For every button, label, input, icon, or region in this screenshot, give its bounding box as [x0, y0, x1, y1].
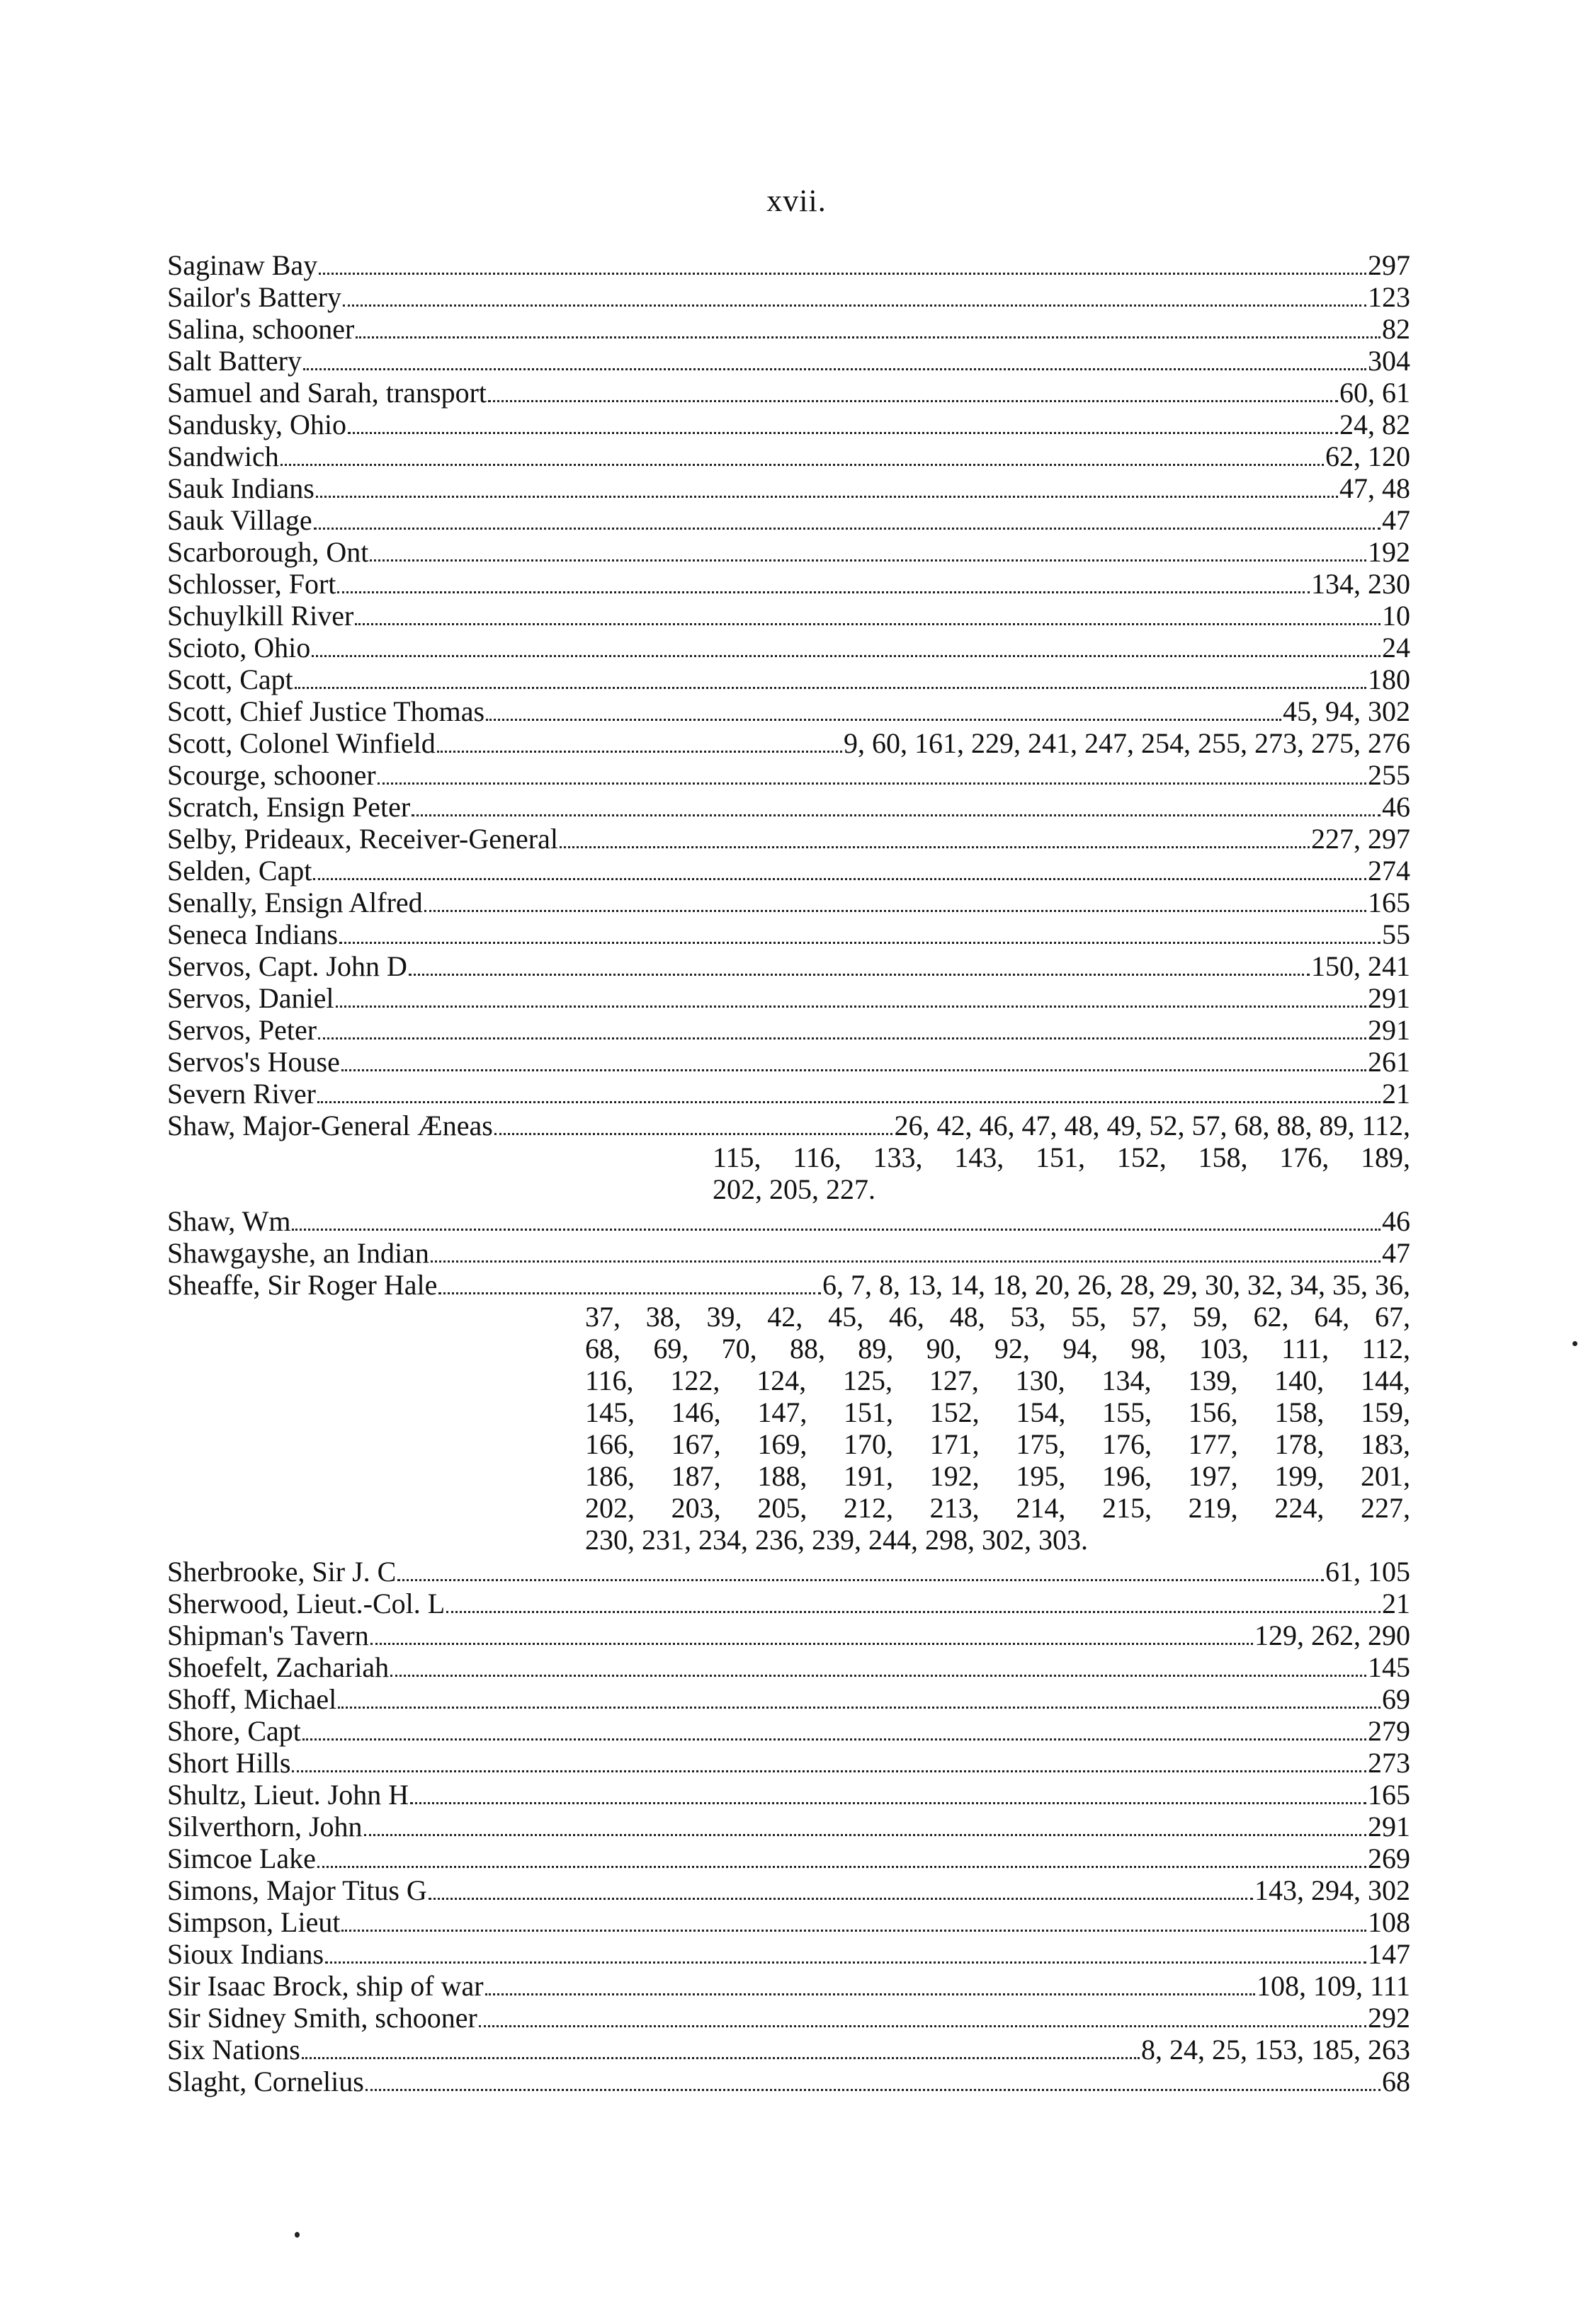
- dot-leader: [378, 782, 1366, 785]
- index-term: Selby, Prideaux, Receiver-General: [167, 823, 558, 855]
- index-entry-line: [167, 727, 1410, 759]
- index-term: Sherbrooke, Sir J. C: [167, 1556, 397, 1588]
- page-references-continued: 230, 231, 234, 236, 239, 244, 298, 302, 303.: [585, 1524, 1088, 1556]
- index-entry-line: [167, 663, 1410, 695]
- index-entry: [167, 249, 1410, 281]
- index-entry-line: [167, 1651, 1410, 1683]
- index-entry: [167, 1683, 1410, 1715]
- page-references-continued: 202, 203, 205, 212, 213, 214, 215, 219, 224, 227,: [585, 1492, 1410, 1524]
- index-entry: [167, 1938, 1410, 1970]
- dot-leader: [488, 400, 1338, 402]
- page-references: 297: [1368, 249, 1410, 281]
- index-entry: [167, 1874, 1410, 1906]
- page-references-continued: 166, 167, 169, 170, 171, 175, 176, 177, 178, 183,: [585, 1428, 1410, 1460]
- index-entry: [167, 472, 1410, 504]
- dot-leader: [337, 591, 1310, 593]
- dot-leader: [317, 1866, 1366, 1868]
- dot-leader: [302, 2057, 1140, 2059]
- index-entry: [167, 1779, 1410, 1811]
- index-entry: [167, 791, 1410, 823]
- index-term: Silverthorn, John: [167, 1811, 363, 1842]
- index-entry-line: [167, 504, 1410, 536]
- page-references: 292: [1368, 2002, 1410, 2034]
- index-entry: [167, 1078, 1410, 1110]
- page-references: 269: [1368, 1842, 1410, 1874]
- dot-leader: [446, 1611, 1381, 1613]
- dot-leader: [370, 559, 1366, 562]
- index-entry: [167, 632, 1410, 663]
- index-entry-line: [167, 1938, 1410, 1970]
- index-entry: [167, 855, 1410, 887]
- page-references: 21: [1382, 1078, 1410, 1110]
- index-entry-line: [167, 1619, 1410, 1651]
- page-references: 24, 82: [1339, 409, 1410, 440]
- dot-leader: [295, 687, 1366, 689]
- index-term: Saginaw Bay: [167, 249, 318, 281]
- dot-leader: [424, 910, 1366, 912]
- index-entry-line: [167, 1110, 1410, 1141]
- index-entry: [167, 568, 1410, 600]
- index-term: Schlosser, Fort: [167, 568, 336, 600]
- page-references: 10: [1382, 600, 1410, 632]
- index-term: Scarborough, Ont: [167, 536, 369, 568]
- page-references: 255: [1368, 759, 1410, 791]
- index-entry: [167, 695, 1410, 727]
- index-entry: [167, 1842, 1410, 1874]
- page-references: 47: [1382, 1237, 1410, 1269]
- page-references: 274: [1368, 855, 1410, 887]
- page-references: 165: [1368, 887, 1410, 918]
- index-entry: [167, 823, 1410, 855]
- index-entry: [167, 600, 1410, 632]
- index-entry: [167, 440, 1410, 472]
- page-references: 304: [1368, 345, 1410, 377]
- index-entry-line: [167, 1588, 1410, 1619]
- dot-leader: [355, 623, 1381, 625]
- page-references: 61, 105: [1325, 1556, 1410, 1588]
- index-term: Shaw, Major-General Æneas: [167, 1110, 493, 1141]
- index-entry-line: [167, 600, 1410, 632]
- dot-leader: [313, 878, 1366, 880]
- index-term: Simcoe Lake: [167, 1842, 316, 1874]
- dot-leader: [338, 1707, 1381, 1709]
- index-term: Servos, Capt. John D: [167, 950, 407, 982]
- page-references: 180: [1368, 663, 1410, 695]
- page-references: 82: [1382, 313, 1410, 345]
- dot-leader: [312, 655, 1381, 657]
- page-references: 6, 7, 8, 13, 14, 18, 20, 26, 28, 29, 30, 32, 34, 35, 36,: [822, 1269, 1410, 1301]
- page-references: 150, 241: [1311, 950, 1410, 982]
- page-references-continued: 37, 38, 39, 42, 45, 46, 48, 53, 55, 57, 59, 62, 64, 67,: [585, 1301, 1410, 1333]
- index-entry-line: [167, 1078, 1410, 1110]
- index-entry-line: [167, 1715, 1410, 1747]
- index-entry-line: [167, 1874, 1410, 1906]
- index-term: Sherwood, Lieut.-Col. L: [167, 1588, 446, 1619]
- index-term: Servos's House: [167, 1046, 340, 1078]
- dot-leader: [412, 814, 1381, 816]
- index-entry-line: [167, 1779, 1410, 1811]
- page-references: 291: [1368, 1014, 1410, 1046]
- dot-leader: [431, 1260, 1381, 1263]
- dot-leader: [339, 942, 1381, 944]
- index-term: Salina, schooner: [167, 313, 355, 345]
- index-entry-line: [167, 536, 1410, 568]
- page-references: 108, 109, 111: [1256, 1970, 1410, 2002]
- index-term: Simpson, Lieut: [167, 1906, 341, 1938]
- index-entry-line: [167, 345, 1410, 377]
- index-entry-line: [167, 313, 1410, 345]
- page-references: 46: [1382, 1205, 1410, 1237]
- dot-leader: [292, 1770, 1366, 1772]
- dot-leader: [314, 528, 1381, 530]
- page-references: 47, 48: [1339, 472, 1410, 504]
- index-term: Sauk Indians: [167, 472, 314, 504]
- index-entry: [167, 281, 1410, 313]
- index-term: Scratch, Ensign Peter: [167, 791, 411, 823]
- index-entry-line: [167, 249, 1410, 281]
- index-entry: [167, 1715, 1410, 1747]
- dot-leader: [341, 1930, 1366, 1932]
- index-entry: [167, 2066, 1410, 2097]
- dot-leader: [365, 2089, 1381, 2091]
- index-term: Sir Isaac Brock, ship of war: [167, 1970, 484, 2002]
- page-references: 291: [1368, 1811, 1410, 1842]
- dot-leader: [410, 1802, 1366, 1804]
- dot-leader: [390, 1675, 1366, 1677]
- index-entry-line: [167, 440, 1410, 472]
- index-entry: [167, 536, 1410, 568]
- margin-speck: [1572, 1341, 1577, 1346]
- page-references: 45, 94, 302: [1283, 695, 1410, 727]
- page-references-continued: 116, 122, 124, 125, 127, 130, 134, 139, 140, 144,: [585, 1365, 1410, 1396]
- dot-leader: [438, 1292, 821, 1294]
- index-term: Severn River: [167, 1078, 316, 1110]
- page-references: 291: [1368, 982, 1410, 1014]
- page-references: 68: [1382, 2066, 1410, 2097]
- page-references: 108: [1368, 1906, 1410, 1938]
- index-term: Short Hills: [167, 1747, 291, 1779]
- index-entry: [167, 887, 1410, 918]
- index-term: Salt Battery: [167, 345, 302, 377]
- index-entry: [167, 1046, 1410, 1078]
- index-entry: [167, 1970, 1410, 2002]
- index-term: Servos, Peter: [167, 1014, 317, 1046]
- index-entry: [167, 727, 1410, 759]
- dot-leader: [560, 846, 1310, 848]
- index-term: Selden, Capt: [167, 855, 312, 887]
- dot-leader: [319, 273, 1366, 275]
- page-references: 69: [1382, 1683, 1410, 1715]
- index-entry: [167, 918, 1410, 950]
- index-entry: [167, 313, 1410, 345]
- index-term: Shaw, Wm: [167, 1205, 291, 1237]
- page-references: 227, 297: [1311, 823, 1410, 855]
- dot-leader: [325, 1961, 1366, 1964]
- index-entry-line: [167, 1237, 1410, 1269]
- index-term: Scioto, Ohio: [167, 632, 311, 663]
- index-entry: [167, 1014, 1410, 1046]
- dot-leader: [318, 1037, 1366, 1039]
- index-entry-line: [167, 1014, 1410, 1046]
- index-term: Scott, Capt: [167, 663, 293, 695]
- index-entry-line: [167, 1046, 1410, 1078]
- index-term: Sheaffe, Sir Roger Hale: [167, 1269, 438, 1301]
- margin-speck: [295, 2232, 300, 2238]
- index-entry-line: [167, 1906, 1410, 1938]
- index-entry-line: [167, 1747, 1410, 1779]
- page-references: 165: [1368, 1779, 1410, 1811]
- dot-leader: [356, 336, 1381, 338]
- index-term: Sailor's Battery: [167, 281, 342, 313]
- page-references: 261: [1368, 1046, 1410, 1078]
- dot-leader: [303, 368, 1366, 370]
- index-entry-line: [167, 1970, 1410, 2002]
- index-entry: [167, 1619, 1410, 1651]
- index-term: Shoefelt, Zachariah: [167, 1651, 390, 1683]
- index-entry-line: [167, 1556, 1410, 1588]
- index-entry: [167, 504, 1410, 536]
- index-entry-line: [167, 759, 1410, 791]
- dot-leader: [479, 2025, 1366, 2027]
- dot-leader: [317, 1101, 1381, 1103]
- page-references-continued: 115, 116, 133, 143, 151, 152, 158, 176, 189,: [713, 1141, 1410, 1173]
- index-list: [167, 249, 1410, 2097]
- page-references: 273: [1368, 1747, 1410, 1779]
- page-number: xvii.: [766, 183, 827, 218]
- index-entry-line: [167, 823, 1410, 855]
- index-term: Shore, Capt: [167, 1715, 301, 1747]
- index-term: Simons, Major Titus G: [167, 1874, 427, 1906]
- index-entry-line: [167, 855, 1410, 887]
- index-term: Seneca Indians: [167, 918, 339, 950]
- index-term: Slaght, Cornelius: [167, 2066, 364, 2097]
- index-entry: [167, 1588, 1410, 1619]
- index-term: Sandusky, Ohio: [167, 409, 346, 440]
- index-entry-line: [167, 918, 1410, 950]
- page-references: 123: [1368, 281, 1410, 313]
- dot-leader: [397, 1579, 1324, 1581]
- index-term: Scott, Colonel Winfield: [167, 727, 436, 759]
- index-term: Shoff, Michael: [167, 1683, 337, 1715]
- index-entry-line: [167, 887, 1410, 918]
- page-references: 8, 24, 25, 153, 185, 263: [1141, 2034, 1410, 2066]
- index-entry: [167, 1110, 1410, 1205]
- dot-leader: [429, 1898, 1253, 1900]
- index-entry-line: [167, 695, 1410, 727]
- page-references: 143, 294, 302: [1254, 1874, 1410, 1906]
- index-entry: [167, 2002, 1410, 2034]
- page-references: 46: [1382, 791, 1410, 823]
- dot-leader: [486, 719, 1281, 721]
- index-entry: [167, 982, 1410, 1014]
- dot-leader: [280, 464, 1324, 466]
- index-entry-line: [167, 791, 1410, 823]
- index-entry: [167, 663, 1410, 695]
- page-references: 147: [1368, 1938, 1410, 1970]
- page-references-continued: 186, 187, 188, 191, 192, 195, 196, 197, 199, 201,: [585, 1460, 1410, 1492]
- index-entry-line: [167, 377, 1410, 409]
- index-entry-line: [167, 982, 1410, 1014]
- page-references: 192: [1368, 536, 1410, 568]
- dot-leader: [292, 1229, 1381, 1231]
- page-references: 26, 42, 46, 47, 48, 49, 52, 57, 68, 88, 89, 112,: [894, 1110, 1410, 1141]
- index-entry: [167, 1205, 1410, 1237]
- page-references: 279: [1368, 1715, 1410, 1747]
- index-entry-line: [167, 1842, 1410, 1874]
- index-term: Samuel and Sarah, transport: [167, 377, 487, 409]
- dot-leader: [316, 496, 1338, 498]
- index-entry: [167, 377, 1410, 409]
- index-entry: [167, 1747, 1410, 1779]
- index-term: Six Nations: [167, 2034, 300, 2066]
- index-term: Shawgayshe, an Indian: [167, 1237, 429, 1269]
- index-entry: [167, 1811, 1410, 1842]
- page-references: 24: [1382, 632, 1410, 663]
- index-entry-line: [167, 1269, 1410, 1301]
- dot-leader: [348, 432, 1338, 434]
- index-entry-line: [167, 1205, 1410, 1237]
- index-term: Servos, Daniel: [167, 982, 334, 1014]
- index-term: Senally, Ensign Alfred: [167, 887, 423, 918]
- dot-leader: [302, 1738, 1366, 1741]
- page-references: 145: [1368, 1651, 1410, 1683]
- index-entry-line: [167, 1811, 1410, 1842]
- dot-leader: [370, 1643, 1253, 1645]
- index-term: Shipman's Tavern: [167, 1619, 369, 1651]
- index-entry: [167, 1906, 1410, 1938]
- index-entry: [167, 1556, 1410, 1588]
- index-term: Sauk Village: [167, 504, 312, 536]
- page-references: 134, 230: [1311, 568, 1410, 600]
- index-entry-line: [167, 2066, 1410, 2097]
- index-entry: [167, 2034, 1410, 2066]
- page-references-continued: 68, 69, 70, 88, 89, 90, 92, 94, 98, 103, 111, 112,: [585, 1333, 1410, 1365]
- index-entry-line: [167, 2034, 1410, 2066]
- page-references: 60, 61: [1339, 377, 1410, 409]
- page-references: 47: [1382, 504, 1410, 536]
- dot-leader: [336, 1006, 1366, 1008]
- index-term: Schuylkill River: [167, 600, 354, 632]
- index-term: Sioux Indians: [167, 1938, 324, 1970]
- index-entry-line: [167, 472, 1410, 504]
- page-references: 55: [1382, 918, 1410, 950]
- dot-leader: [485, 1993, 1255, 1995]
- dot-leader: [343, 304, 1366, 307]
- dot-leader: [364, 1834, 1366, 1836]
- index-entry: [167, 1651, 1410, 1683]
- index-entry-line: [167, 2002, 1410, 2034]
- index-term: Sir Sidney Smith, schooner: [167, 2002, 477, 2034]
- index-entry-line: [167, 1683, 1410, 1715]
- dot-leader: [494, 1133, 893, 1135]
- dot-leader: [341, 1069, 1366, 1071]
- page-references: 62, 120: [1325, 440, 1410, 472]
- index-term: Shultz, Lieut. John H: [167, 1779, 409, 1811]
- index-entry-line: [167, 409, 1410, 440]
- index-entry: [167, 345, 1410, 377]
- index-term: Scourge, schooner: [167, 759, 376, 791]
- index-entry-line: [167, 632, 1410, 663]
- page-references: 21: [1382, 1588, 1410, 1619]
- index-entry-line: [167, 568, 1410, 600]
- index-entry-line: [167, 950, 1410, 982]
- index-entry: [167, 409, 1410, 440]
- index-entry: [167, 759, 1410, 791]
- dot-leader: [437, 751, 842, 753]
- index-term: Scott, Chief Justice Thomas: [167, 695, 485, 727]
- index-entry: [167, 1269, 1410, 1556]
- page-references: 129, 262, 290: [1254, 1619, 1410, 1651]
- page-references-continued: 202, 205, 227.: [713, 1173, 875, 1205]
- index-entry: [167, 1237, 1410, 1269]
- index-entry: [167, 950, 1410, 982]
- page-references: 9, 60, 161, 229, 241, 247, 254, 255, 273, 275, 276: [844, 727, 1410, 759]
- index-entry-line: [167, 281, 1410, 313]
- dot-leader: [409, 974, 1310, 976]
- index-term: Sandwich: [167, 440, 279, 472]
- page-references-continued: 145, 146, 147, 151, 152, 154, 155, 156, 158, 159,: [585, 1396, 1410, 1428]
